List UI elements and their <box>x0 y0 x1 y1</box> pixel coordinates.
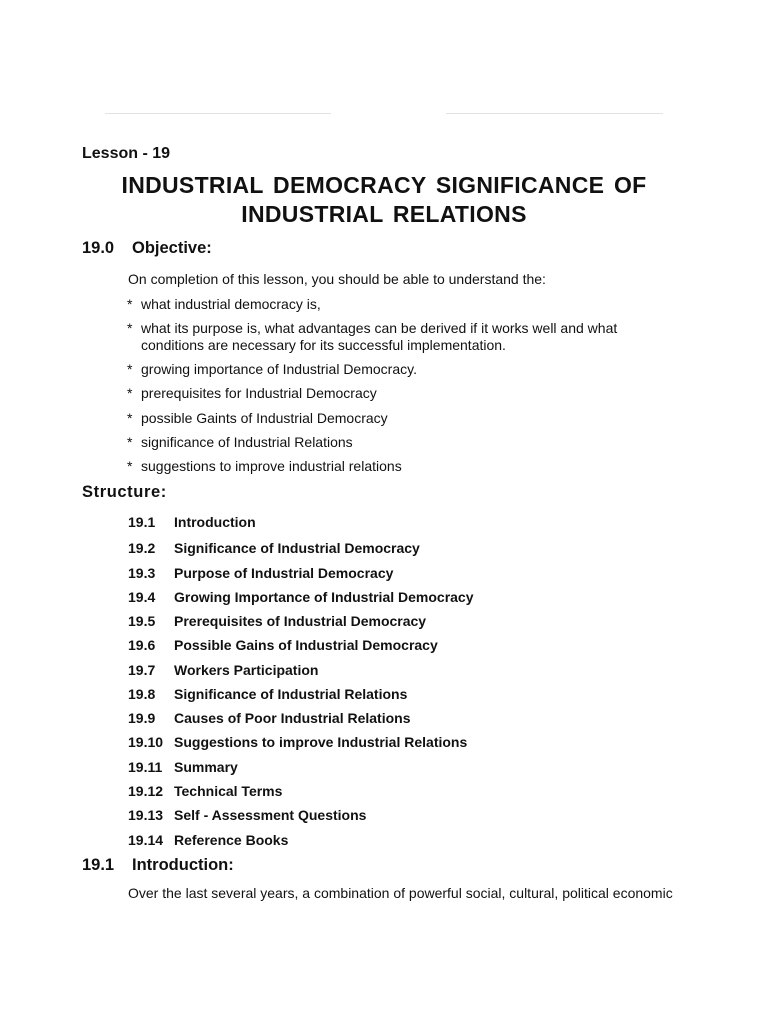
page-title <box>82 171 686 229</box>
objective-bullet: * what industrial democracy is, <box>127 296 321 312</box>
objective-bullet: * suggestions to improve industrial relations <box>127 458 402 474</box>
introduction-title: Introduction: <box>132 856 234 874</box>
objective-number: 19.0 <box>82 239 115 257</box>
toc-item: 19.10 Suggestions to improve Industrial Relations <box>128 734 468 750</box>
header-rule-left <box>105 113 331 114</box>
objective-intro: On completion of this lesson, you should be able to understand the: <box>128 271 546 287</box>
toc-item: 19.4 Growing Importance of Industrial Democracy <box>128 589 474 605</box>
objective-heading <box>82 239 212 258</box>
bullet-marker: * <box>127 434 133 450</box>
toc-item: 19.5 Prerequisites of Industrial Democracy <box>128 613 427 629</box>
toc-item: 19.8 Significance of Industrial Relations <box>128 686 408 702</box>
introduction-number: 19.1 <box>82 856 115 874</box>
toc-item: 19.12 Technical Terms <box>128 783 283 799</box>
toc-item: 19.11 Summary <box>128 759 238 775</box>
introduction-text: Over the last several years, a combination of powerful social, cultural, political economic <box>128 885 673 901</box>
objective-bullet: * prerequisites for Industrial Democracy <box>127 385 377 401</box>
toc-item: 19.13 Self - Assessment Questions <box>128 807 367 823</box>
lesson-number: Lesson - 19 <box>82 145 171 162</box>
bullet-marker: * <box>127 361 133 377</box>
title-line-2: INDUSTRIAL RELATIONS <box>241 201 527 227</box>
title-line-1: INDUSTRIAL DEMOCRACY SIGNIFICANCE OF <box>121 172 647 198</box>
objective-bullet: * what its purpose is, what advantages can be derived if it works well and what conditions are necessary for its successful implementation. <box>127 320 687 354</box>
objective-title: Objective: <box>132 239 212 257</box>
bullet-marker: * <box>127 296 133 312</box>
bullet-continuation: conditions are necessary for its successful implementation. <box>141 337 506 353</box>
bullet-marker: * <box>127 410 133 426</box>
toc-item: 19.14 Reference Books <box>128 832 289 848</box>
objective-bullet: * possible Gaints of Industrial Democracy <box>127 410 388 426</box>
objective-bullet: * significance of Industrial Relations <box>127 434 353 450</box>
toc-item: 19.3 Purpose of Industrial Democracy <box>128 565 394 581</box>
bullet-marker: * <box>127 385 133 401</box>
bullet-marker: * <box>127 320 133 336</box>
toc-item: 19.7 Workers Participation <box>128 662 319 678</box>
toc-item: 19.2 Significance of Industrial Democracy <box>128 540 420 556</box>
toc-item: 19.1 Introduction <box>128 514 256 530</box>
introduction-heading <box>82 856 234 875</box>
header-rule-right <box>446 113 663 114</box>
bullet-marker: * <box>127 458 133 474</box>
objective-bullet: * growing importance of Industrial Democracy. <box>127 361 417 377</box>
structure-heading: Structure: <box>82 483 167 501</box>
toc-item: 19.9 Causes of Poor Industrial Relations <box>128 710 411 726</box>
toc-item: 19.6 Possible Gains of Industrial Democracy <box>128 637 438 653</box>
